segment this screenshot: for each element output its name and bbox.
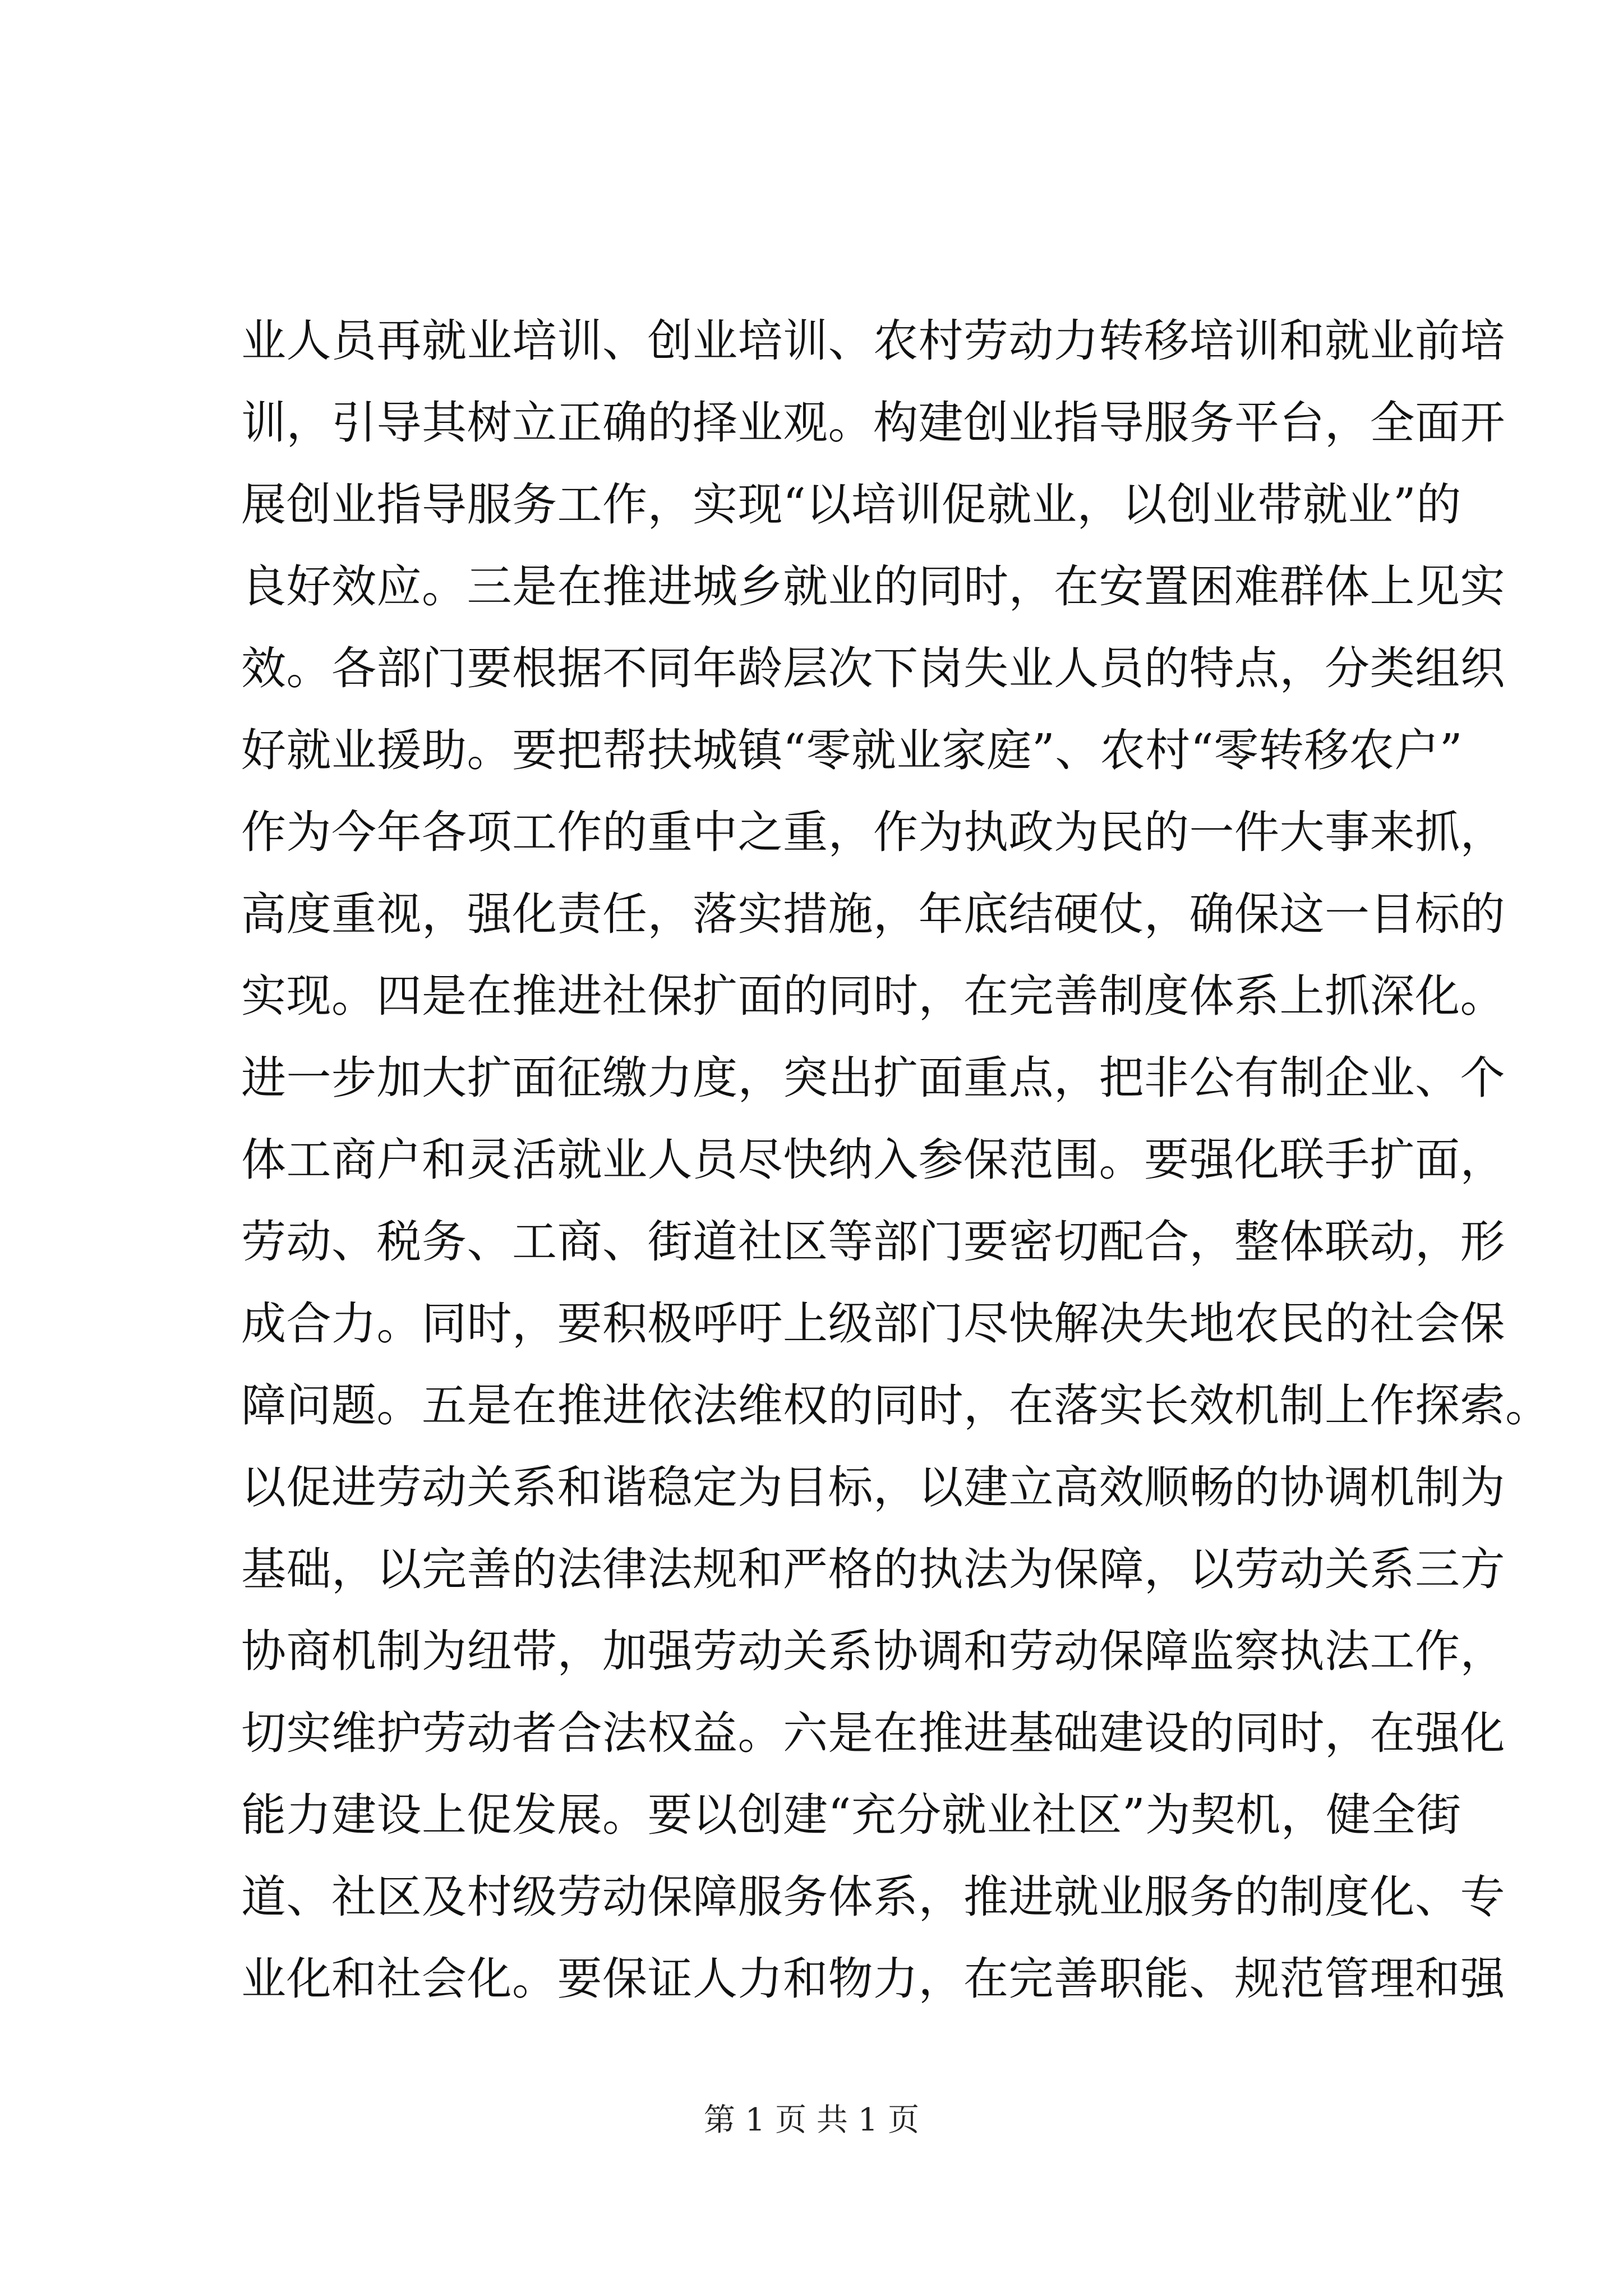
text-line: 高度重视，强化责任，落实措施，年底结硬仗，确保这一目标的 [241,888,1505,940]
text-line: 展创业指导服务工作，实现“以培训促就业，以创业带就业”的 [241,478,1461,531]
page-number: 第 1 页 共 1 页 [703,2102,920,2138]
body-text [241,300,1551,2020]
text-line: 能力建设上促发展。要以创建“充分就业社区”为契机，健全街 [241,1789,1461,1841]
page-footer [0,2098,1623,2143]
text-line: 体工商户和灵活就业人员尽快纳入参保范围。要强化联手扩面， [241,1134,1505,1186]
text-line: 训，引导其树立正确的择业观。构建创业指导服务平台，全面开 [241,397,1505,449]
text-line: 实现。四是在推进社保扩面的同时，在完善制度体系上抓深化。 [241,970,1505,1022]
text-line: 良好效应。三是在推进城乡就业的同时，在安置困难群体上见实 [241,560,1505,613]
text-line: 效。各部门要根据不同年龄层次下岗失业人员的特点，分类组织 [241,642,1505,694]
text-line: 道、社区及村级劳动保障服务体系，推进就业服务的制度化、专 [241,1871,1505,1923]
text-line: 进一步加大扩面征缴力度，突出扩面重点，把非公有制企业、个 [241,1052,1505,1104]
text-line: 切实维护劳动者合法权益。六是在推进基础建设的同时，在强化 [241,1707,1505,1759]
text-line: 作为今年各项工作的重中之重，作为执政为民的一件大事来抓， [241,806,1505,858]
text-line: 业化和社会化。要保证人力和物力，在完善职能、规范管理和强 [241,1953,1505,2005]
text-line: 以促进劳动关系和谐稳定为目标，以建立高效顺畅的协调机制为 [241,1461,1505,1513]
text-line: 好就业援助。要把帮扶城镇“零就业家庭”、农村“零转移农户” [241,724,1463,776]
text-line: 障问题。五是在推进依法维权的同时，在落实长效机制上作探索。 [241,1379,1551,1432]
text-line: 协商机制为纽带，加强劳动关系协调和劳动保障监察执法工作， [241,1625,1505,1677]
text-line: 业人员再就业培训、创业培训、农村劳动力转移培训和就业前培 [241,315,1505,367]
text-line: 基础，以完善的法律法规和严格的执法为保障，以劳动关系三方 [241,1543,1505,1595]
text-line: 劳动、税务、工商、街道社区等部门要密切配合，整体联动，形 [241,1216,1505,1268]
text-line: 成合力。同时，要积极呼吁上级部门尽快解决失地农民的社会保 [241,1297,1505,1350]
